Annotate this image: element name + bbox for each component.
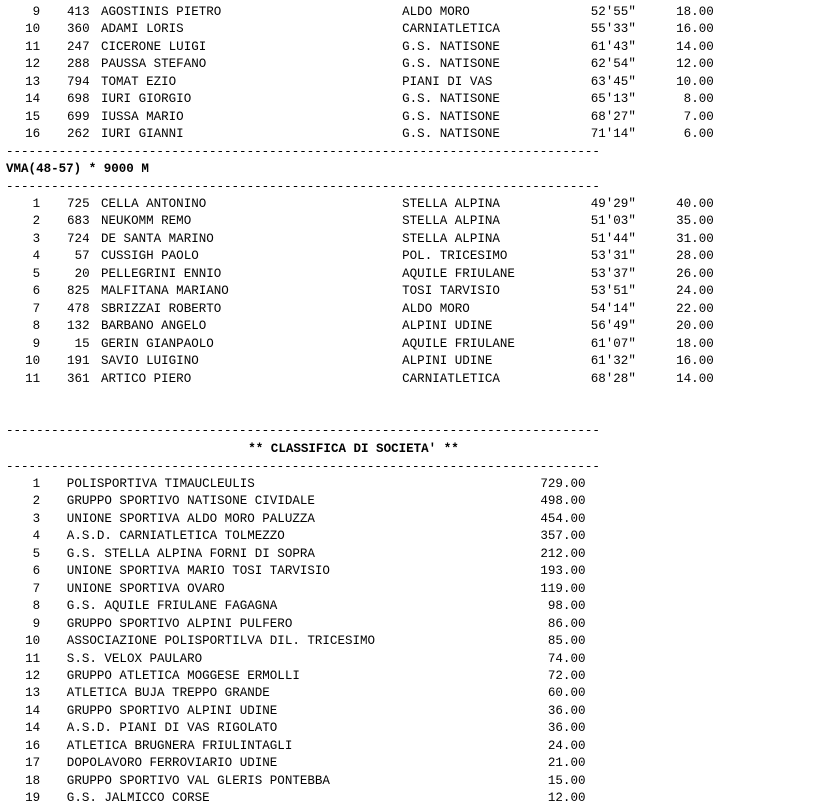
club-name: ALPINI UDINE [402,353,493,369]
position: 7 [32,580,41,596]
points: 14.00 [676,370,714,386]
club-name: PIANI DI VAS [402,73,493,89]
athlete-name: IUSSA MARIO [101,108,184,124]
position: 4 [32,528,41,544]
position: 3 [32,510,41,526]
finish-time: 63'45" [590,73,636,89]
position: 11 [25,38,41,54]
athlete-name: CICERONE LUIGI [101,38,207,54]
bib-number: 699 [67,108,90,124]
bib-number: 698 [67,91,90,107]
points: 16.00 [676,353,714,369]
club-name: TOSI TARVISIO [402,283,500,299]
athlete-name: ADAMI LORIS [101,21,184,37]
team-name: G.S. JALMICCO CORSE [66,790,210,806]
position: 8 [32,318,41,334]
finish-time: 68'28" [590,370,636,386]
athlete-name: IURI GIORGIO [101,91,192,107]
position: 12 [25,667,41,683]
position: 2 [32,213,41,229]
bib-number: 478 [67,300,90,316]
finish-time: 53'37" [590,265,636,281]
points: 6.00 [683,126,714,142]
position: 9 [32,4,41,19]
club-name: AQUILE FRIULANE [402,265,515,281]
athlete-name: SBRIZZAI ROBERTO [101,300,222,316]
position: 14 [25,720,41,736]
position: 18 [25,772,41,788]
bib-number: 724 [67,230,90,246]
club-name: ALDO MORO [402,4,470,19]
points: 21.00 [547,755,586,771]
position: 1 [32,196,41,211]
finish-time: 62'54" [590,56,636,72]
team-name: GRUPPO ATLETICA MOGGESE ERMOLLI [66,667,300,683]
finish-time: 53'31" [590,248,636,264]
athlete-name: CUSSIGH PAOLO [101,248,199,264]
separator-line: ------------------------------------------------------------------------------- [6,144,600,159]
team-name: ATLETICA BRUGNERA FRIULINTAGLI [66,737,293,753]
team-name: GRUPPO SPORTIVO ALPINI PULFERO [66,615,293,631]
points: 498.00 [540,493,586,509]
athlete-name: SAVIO LUIGINO [101,353,199,369]
points: 18.00 [676,335,714,351]
separator-line: ------------------------------------------------------------------------------- [6,459,600,474]
finish-time: 61'07" [590,335,636,351]
club-name: STELLA ALPINA [402,230,500,246]
points: 36.00 [547,702,586,718]
athlete-name: ARTICO PIERO [101,370,192,386]
club-name: AQUILE FRIULANE [402,335,515,351]
club-name: CARNIATLETICA [402,370,500,386]
finish-time: 68'27" [590,108,636,124]
section-title: VMA(48-57) * 9000 M [6,161,149,176]
points: 36.00 [547,720,586,736]
position: 13 [25,685,41,701]
athlete-name: MALFITANA MARIANO [101,283,229,299]
team-name: POLISPORTIVA TIMAUCLEULIS [66,476,255,491]
finish-time: 51'44" [590,230,636,246]
societa-title: ** CLASSIFICA DI SOCIETA' ** [248,441,459,456]
position: 9 [32,615,41,631]
points: 74.00 [547,650,586,666]
club-name: G.S. NATISONE [402,91,500,107]
points: 31.00 [676,230,714,246]
bib-number: 361 [67,370,90,386]
bib-number: 288 [67,56,90,72]
points: 35.00 [676,213,714,229]
points: 15.00 [547,772,586,788]
points: 12.00 [547,790,586,806]
athlete-name: BARBANO ANGELO [101,318,207,334]
position: 11 [25,370,41,386]
bib-number: 725 [67,196,90,211]
athlete-name: DE SANTA MARINO [101,230,214,246]
team-name: A.S.D. PIANI DI VAS RIGOLATO [66,720,278,736]
finish-time: 49'29" [590,196,636,211]
club-name: G.S. NATISONE [402,38,500,54]
team-name: GRUPPO SPORTIVO VAL GLERIS PONTEBBA [66,772,330,788]
points: 14.00 [676,38,714,54]
team-name: A.S.D. CARNIATLETICA TOLMEZZO [66,528,285,544]
position: 10 [25,21,41,37]
points: 18.00 [676,4,714,19]
position: 16 [25,737,41,753]
position: 4 [32,248,41,264]
bib-number: 683 [67,213,90,229]
points: 22.00 [676,300,714,316]
team-name: ATLETICA BUJA TREPPO GRANDE [66,685,270,701]
position: 19 [25,790,41,806]
finish-time: 52'55" [590,4,636,19]
finish-time: 53'51" [590,283,636,299]
athlete-name: NEUKOMM REMO [101,213,192,229]
points: 24.00 [676,283,714,299]
team-name: UNIONE SPORTIVA ALDO MORO PALUZZA [66,510,315,526]
club-name: G.S. NATISONE [402,108,500,124]
team-name: GRUPPO SPORTIVO NATISONE CIVIDALE [66,493,315,509]
club-name: G.S. NATISONE [402,56,500,72]
athlete-name: TOMAT EZIO [101,73,177,89]
separator-line: ------------------------------------------------------------------------------- [6,423,600,438]
finish-time: 65'13" [590,91,636,107]
bib-number: 262 [67,126,90,142]
athlete-name: CELLA ANTONINO [101,196,207,211]
bib-number: 132 [67,318,90,334]
team-name: G.S. STELLA ALPINA FORNI DI SOPRA [66,545,315,561]
points: 10.00 [676,73,714,89]
position: 13 [25,73,41,89]
position: 9 [32,335,41,351]
bib-number: 360 [67,21,90,37]
athlete-name: AGOSTINIS PIETRO [101,4,222,19]
bib-number: 15 [74,335,90,351]
points: 357.00 [540,528,586,544]
position: 7 [32,300,41,316]
finish-time: 54'14" [590,300,636,316]
finish-time: 71'14" [590,126,636,142]
team-name: S.S. VELOX PAULARO [66,650,203,666]
position: 6 [32,283,41,299]
finish-time: 51'03" [590,213,636,229]
points: 26.00 [676,265,714,281]
points: 40.00 [676,196,714,211]
team-name: GRUPPO SPORTIVO ALPINI UDINE [66,702,278,718]
club-name: POL. TRICESIMO [402,248,508,264]
points: 98.00 [547,598,586,614]
points: 8.00 [683,91,714,107]
club-name: G.S. NATISONE [402,126,500,142]
position: 6 [32,563,41,579]
position: 12 [25,56,41,72]
bib-number: 191 [67,353,90,369]
points: 28.00 [676,248,714,264]
bib-number: 247 [67,38,90,54]
position: 1 [32,476,41,491]
position: 5 [32,265,41,281]
points: 72.00 [547,667,586,683]
team-name: DOPOLAVORO FERROVIARIO UDINE [66,755,278,771]
athlete-name: PELLEGRINI ENNIO [101,265,222,281]
athlete-name: IURI GIANNI [101,126,184,142]
position: 15 [25,108,41,124]
position: 3 [32,230,41,246]
club-name: ALDO MORO [402,300,470,316]
points: 119.00 [540,580,586,596]
club-name: STELLA ALPINA [402,196,500,211]
position: 17 [25,755,41,771]
athlete-name: GERIN GIANPAOLO [101,335,214,351]
bib-number: 57 [74,248,90,264]
position: 14 [25,91,41,107]
athlete-name: PAUSSA STEFANO [101,56,207,72]
finish-time: 61'43" [590,38,636,54]
finish-time: 55'33" [590,21,636,37]
points: 85.00 [547,633,586,649]
position: 11 [25,650,41,666]
position: 5 [32,545,41,561]
club-name: CARNIATLETICA [402,21,500,37]
club-name: ALPINI UDINE [402,318,493,334]
team-name: G.S. AQUILE FRIULANE FAGAGNA [66,598,278,614]
bib-number: 794 [67,73,90,89]
points: 16.00 [676,21,714,37]
points: 729.00 [540,476,586,491]
position: 16 [25,126,41,142]
position: 14 [25,702,41,718]
team-name: ASSOCIAZIONE POLISPORTILVA DIL. TRICESIMO [66,633,376,649]
points: 454.00 [540,510,586,526]
club-name: STELLA ALPINA [402,213,500,229]
points: 12.00 [676,56,714,72]
team-name: UNIONE SPORTIVA MARIO TOSI TARVISIO [66,563,330,579]
bib-number: 20 [74,265,90,281]
points: 24.00 [547,737,586,753]
points: 20.00 [676,318,714,334]
finish-time: 61'32" [590,353,636,369]
position: 2 [32,493,41,509]
position: 8 [32,598,41,614]
points: 60.00 [547,685,586,701]
points: 193.00 [540,563,586,579]
points: 212.00 [540,545,586,561]
position: 10 [25,633,41,649]
finish-time: 56'49" [590,318,636,334]
bib-number: 413 [67,4,90,19]
separator-line: ------------------------------------------------------------------------------- [6,179,600,194]
position: 10 [25,353,41,369]
team-name: UNIONE SPORTIVA OVARO [66,580,225,596]
points: 7.00 [683,108,714,124]
bib-number: 825 [67,283,90,299]
points: 86.00 [547,615,586,631]
